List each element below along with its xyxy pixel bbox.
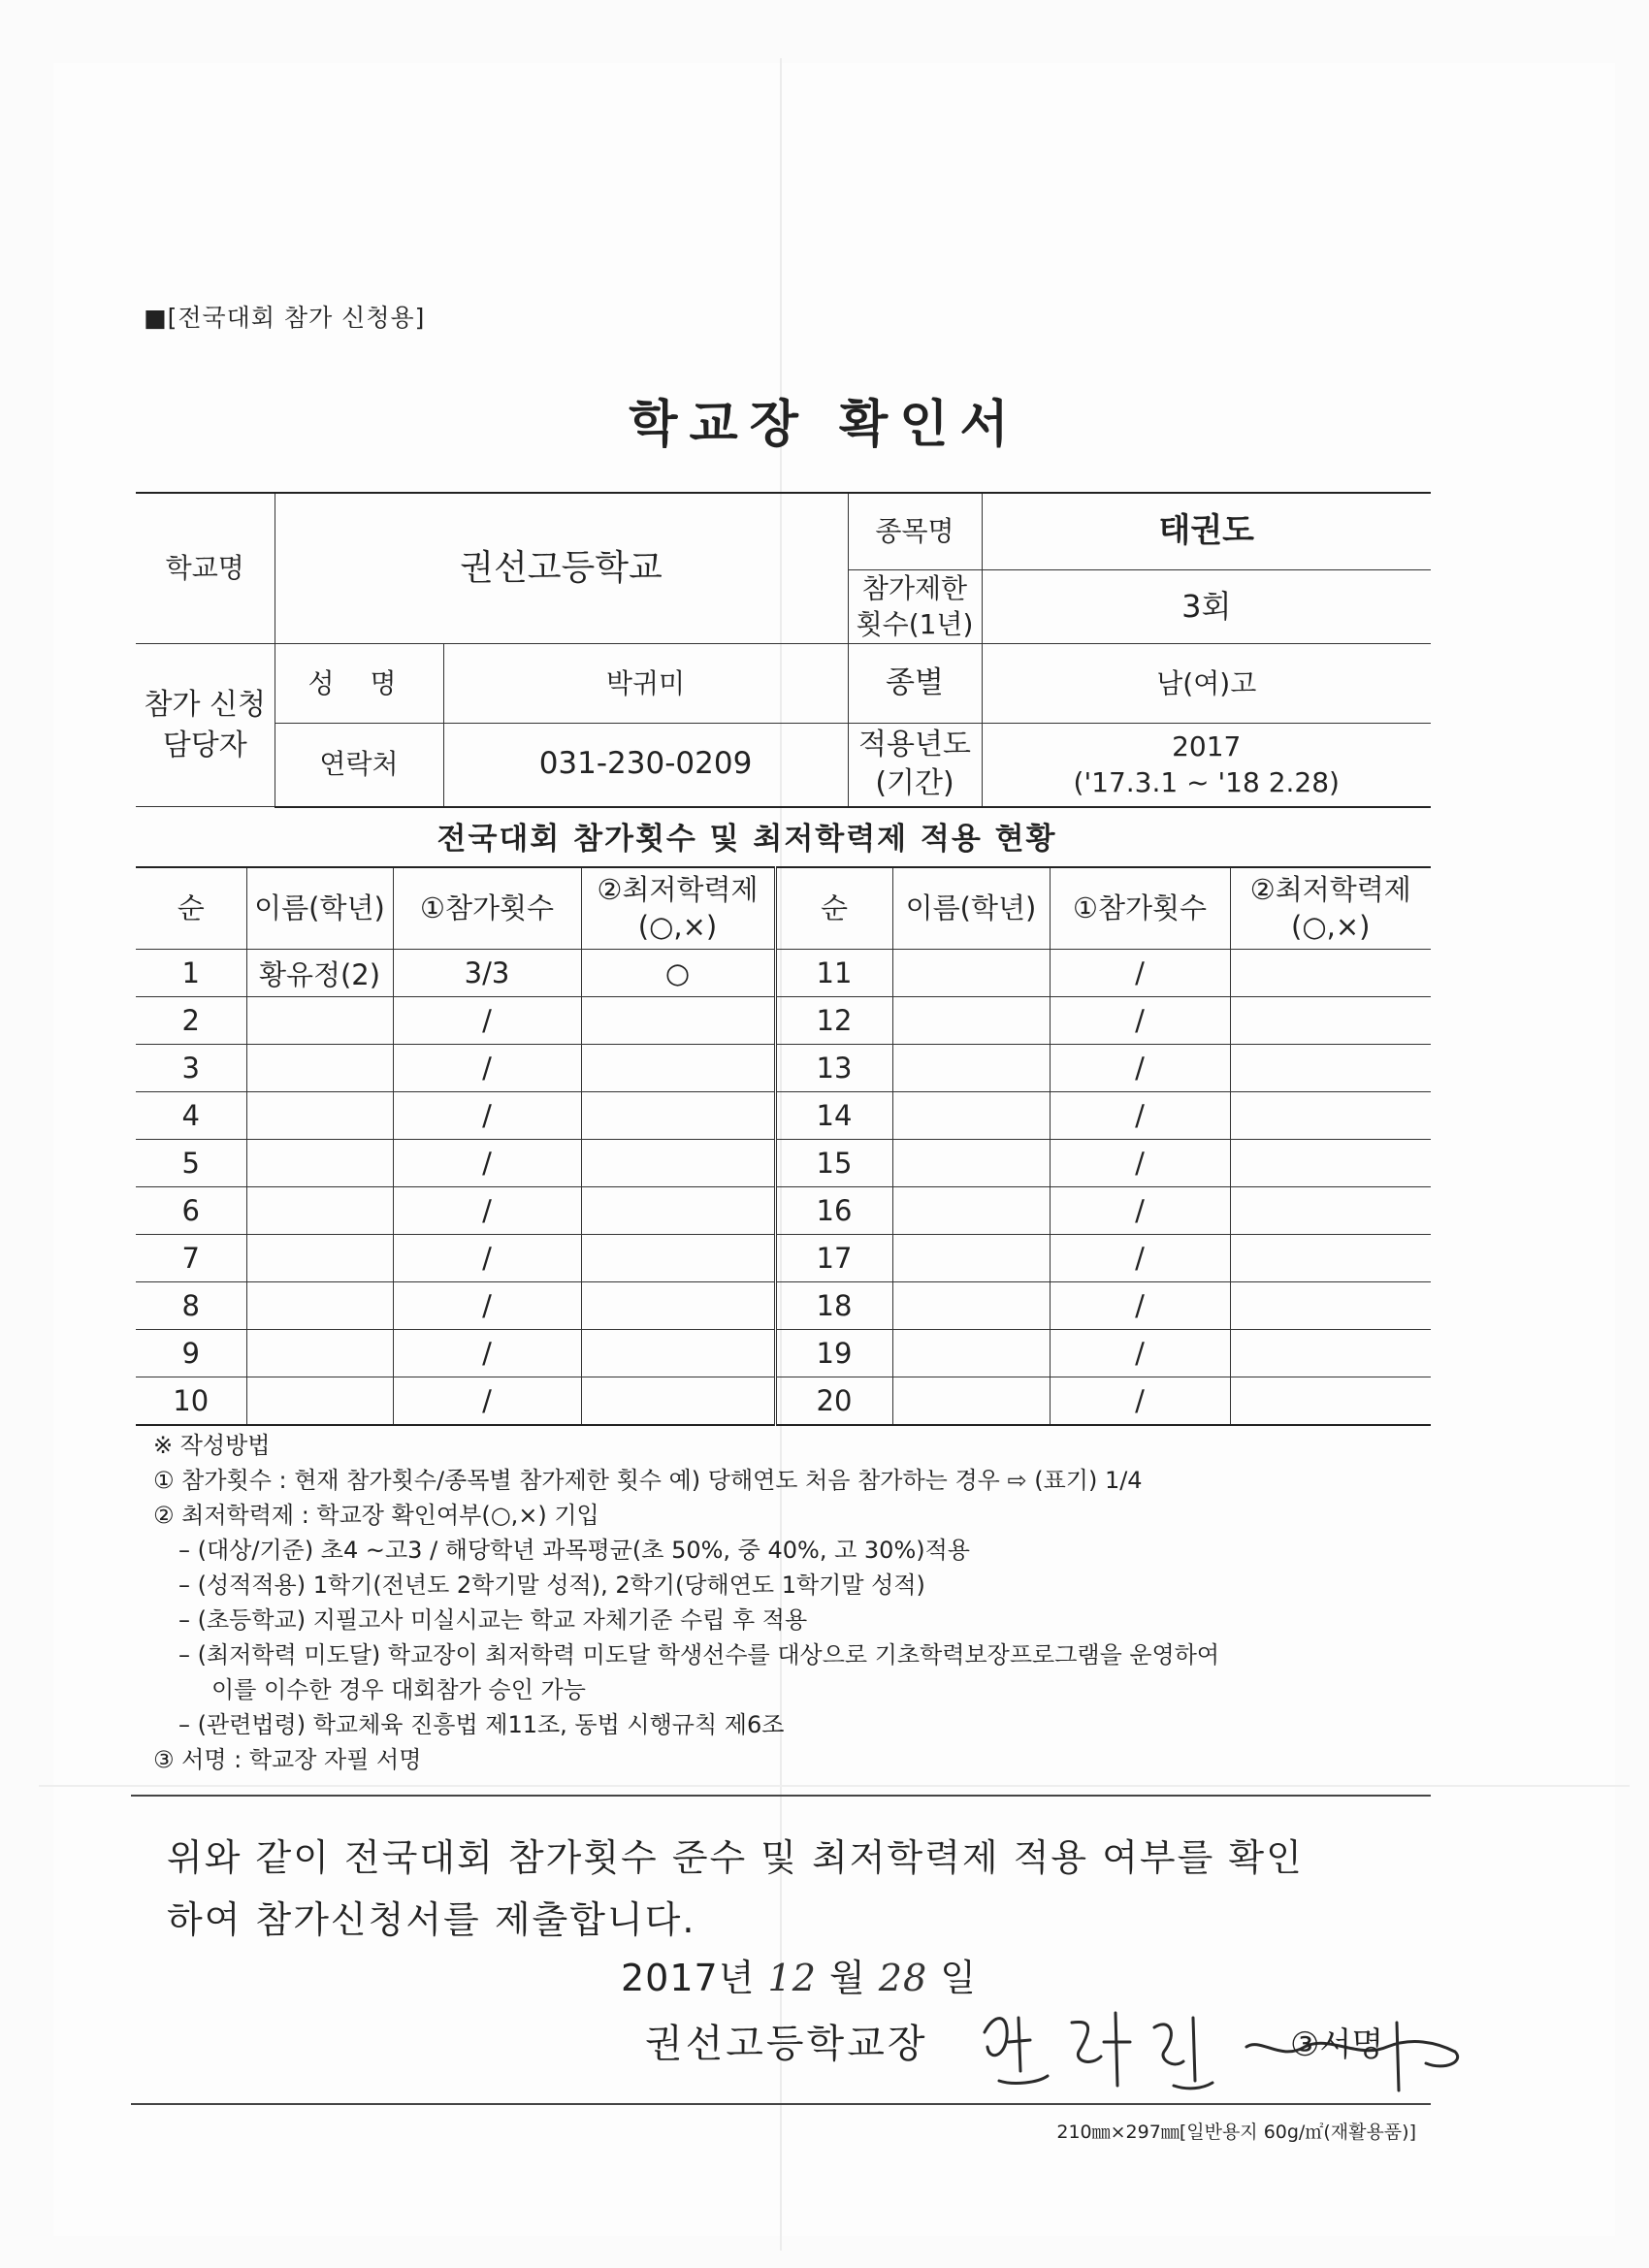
- date-day-unit: 일: [940, 1957, 977, 1999]
- cell-min-academic: [581, 1377, 775, 1426]
- cell-no: 17: [775, 1235, 892, 1282]
- cell-min-academic: ○: [581, 950, 775, 997]
- submission-date: [621, 1948, 977, 2001]
- cell-min-academic: [1230, 1282, 1431, 1330]
- note-2c: – (초등학교) 지필고사 미실시교는 학교 자체기준 수립 후 적용: [178, 1606, 808, 1634]
- cell-count: /: [1050, 950, 1230, 997]
- limit-label: 참가제한 횟수(1년): [848, 569, 982, 644]
- cell-min-academic: [581, 1140, 775, 1187]
- cell-count: /: [393, 1092, 581, 1140]
- cell-no: 9: [136, 1330, 246, 1377]
- cell-count: /: [1050, 1330, 1230, 1377]
- cell-min-academic: [1230, 950, 1431, 997]
- cell-no: 20: [775, 1377, 892, 1426]
- cell-min-academic: [581, 1282, 775, 1330]
- applicant-label: 참가 신청 담당자: [136, 644, 275, 807]
- note-1: ① 참가횟수 : 현재 참가횟수/종목별 참가제한 횟수 예) 당해연도 처음 참가하는 경우 ⇨ (표기) 1/4: [153, 1467, 1143, 1494]
- col-header-count-2: ①참가횟수: [1050, 867, 1230, 950]
- declaration-line-1: 위와 같이 전국대회 참가횟수 준수 및 최저학력제 적용 여부를 확인: [167, 1836, 1304, 1879]
- table-row: [136, 1377, 1431, 1426]
- cell-name: [892, 1092, 1050, 1140]
- cell-count: /: [393, 1140, 581, 1187]
- divider-bottom: [131, 2103, 1431, 2105]
- col-header-count: ①참가횟수: [393, 867, 581, 950]
- form-label: ■[전국대회 참가 신청용]: [144, 304, 426, 332]
- cell-min-academic: [1230, 1045, 1431, 1092]
- cell-min-academic: [581, 1330, 775, 1377]
- cell-count: /: [1050, 1235, 1230, 1282]
- year-cell: [982, 724, 1431, 807]
- table-row: [136, 1045, 1431, 1092]
- contact-label: 연락처: [275, 724, 443, 807]
- cell-count: /: [1050, 1140, 1230, 1187]
- cell-count: /: [1050, 997, 1230, 1045]
- date-month-unit: 월: [828, 1957, 866, 1999]
- table-row: [136, 950, 1431, 997]
- cell-name: [892, 1140, 1050, 1187]
- cell-name: [892, 1282, 1050, 1330]
- cell-name: [892, 1330, 1050, 1377]
- cell-count: 3/3: [393, 950, 581, 997]
- cell-min-academic: [581, 1187, 775, 1235]
- cell-name: [246, 1140, 393, 1187]
- year-label: 적용년도 (기간): [848, 724, 982, 807]
- contact-value: 031-230-0209: [443, 724, 848, 807]
- cell-min-academic: [581, 1235, 775, 1282]
- note-2d-cont: 이를 이수한 경우 대회참가 승인 가능: [211, 1676, 586, 1703]
- cell-name: [892, 950, 1050, 997]
- paper-spec-footer: 210㎜×297㎜[일반용지 60g/㎡(재활용품)]: [1056, 2122, 1416, 2143]
- cell-no: 1: [136, 950, 246, 997]
- name-value: 박귀미: [443, 644, 848, 724]
- limit-value: 3회: [982, 569, 1431, 644]
- cell-min-academic: [1230, 1140, 1431, 1187]
- cell-name: [246, 1045, 393, 1092]
- note-2: ② 최저학력제 : 학교장 확인여부(○,×) 기입: [153, 1502, 599, 1529]
- cell-no: 6: [136, 1187, 246, 1235]
- table-row: [136, 1092, 1431, 1140]
- note-3: ③ 서명 : 학교장 자필 서명: [153, 1746, 422, 1773]
- note-2d: – (최저학력 미도달) 학교장이 최저학력 미도달 학생선수를 대상으로 기초학력보장프로그램을 운영하여: [178, 1641, 1220, 1669]
- cell-name: [246, 1377, 393, 1426]
- cell-count: /: [393, 1235, 581, 1282]
- cell-count: /: [393, 1187, 581, 1235]
- date-month: 12: [767, 1957, 817, 1999]
- cell-no: 15: [775, 1140, 892, 1187]
- cell-no: 18: [775, 1282, 892, 1330]
- cell-no: 11: [775, 950, 892, 997]
- cell-no: 8: [136, 1282, 246, 1330]
- cell-no: 19: [775, 1330, 892, 1377]
- col-header-no: 순: [136, 867, 246, 950]
- notes-heading: ※ 작성방법: [153, 1432, 271, 1459]
- cell-name: [892, 997, 1050, 1045]
- declaration-line-2: 하여 참가신청서를 제출합니다.: [167, 1898, 696, 1941]
- cell-name: [246, 1235, 393, 1282]
- cell-no: 12: [775, 997, 892, 1045]
- school-label: 학교명: [136, 493, 275, 644]
- signature-label: ③서명: [1290, 2025, 1384, 2064]
- cell-name: [892, 1377, 1050, 1426]
- principal-title: 권선고등학교장: [645, 2022, 928, 2066]
- cell-name: [892, 1235, 1050, 1282]
- note-2b: – (성적적용) 1학기(전년도 2학기말 성적), 2학기(당해연도 1학기말 성적): [178, 1571, 925, 1599]
- col-header-min-academic-2: ②최저학력제 (○,×): [1230, 867, 1431, 950]
- document-title: 학교장 확인서: [629, 396, 1020, 454]
- table-row: [136, 997, 1431, 1045]
- event-label: 종목명: [848, 493, 982, 569]
- col-header-name: 이름(학년): [246, 867, 393, 950]
- cell-count: /: [1050, 1377, 1230, 1426]
- cell-no: 10: [136, 1377, 246, 1426]
- name-label: 성 명: [275, 644, 443, 724]
- cell-name: [892, 1045, 1050, 1092]
- declaration: [167, 1827, 1408, 1951]
- cell-no: 7: [136, 1235, 246, 1282]
- note-2a: – (대상/기준) 초4 ~고3 / 해당학년 과목평균(초 50%, 중 40%, 고 30%)적용: [178, 1537, 970, 1564]
- cell-count: /: [393, 1282, 581, 1330]
- cell-no: 14: [775, 1092, 892, 1140]
- cell-name: [246, 997, 393, 1045]
- gender-label: 종별: [848, 644, 982, 724]
- cell-min-academic: [1230, 1377, 1431, 1426]
- cell-name: [246, 1330, 393, 1377]
- cell-no: 5: [136, 1140, 246, 1187]
- cell-count: /: [1050, 1282, 1230, 1330]
- table-row: [136, 1330, 1431, 1377]
- cell-min-academic: [581, 1045, 775, 1092]
- participation-table: [136, 866, 1431, 1426]
- table-row: [136, 1235, 1431, 1282]
- cell-name: [246, 1282, 393, 1330]
- cell-count: /: [393, 1377, 581, 1426]
- table-row: [136, 1187, 1431, 1235]
- cell-count: /: [1050, 1045, 1230, 1092]
- table-row: [136, 1282, 1431, 1330]
- cell-no: 3: [136, 1045, 246, 1092]
- cell-count: /: [393, 997, 581, 1045]
- cell-count: /: [393, 1045, 581, 1092]
- cell-count: /: [1050, 1187, 1230, 1235]
- cell-min-academic: [1230, 1235, 1431, 1282]
- cell-min-academic: [1230, 1092, 1431, 1140]
- cell-count: /: [393, 1330, 581, 1377]
- cell-name: [892, 1187, 1050, 1235]
- fold-crease-horizontal: [39, 1785, 1630, 1787]
- table-subtitle: 전국대회 참가횟수 및 최저학력제 적용 현황: [436, 822, 1057, 857]
- divider-top: [131, 1795, 1431, 1797]
- col-header-min-academic: ②최저학력제 (○,×): [581, 867, 775, 950]
- school-name: 권선고등학교: [275, 493, 848, 644]
- gender-value: 남(여)고: [982, 644, 1431, 724]
- cell-no: 13: [775, 1045, 892, 1092]
- instructions: [153, 1428, 1443, 1777]
- cell-name: [246, 1187, 393, 1235]
- cell-no: 4: [136, 1092, 246, 1140]
- cell-min-academic: [1230, 1187, 1431, 1235]
- table-row: [136, 1140, 1431, 1187]
- cell-min-academic: [1230, 1330, 1431, 1377]
- cell-min-academic: [581, 1092, 775, 1140]
- date-year: 2017년: [621, 1957, 756, 1999]
- header-info-table: [136, 492, 1431, 808]
- cell-no: 2: [136, 997, 246, 1045]
- note-2e: – (관련법령) 학교체육 진흥법 제11조, 동법 시행규칙 제6조: [178, 1711, 785, 1738]
- cell-count: /: [1050, 1092, 1230, 1140]
- event-value: 태권도: [982, 493, 1431, 569]
- col-header-name-2: 이름(학년): [892, 867, 1050, 950]
- cell-name: [246, 1092, 393, 1140]
- cell-name: 황유정(2): [246, 950, 393, 997]
- col-header-no-2: 순: [775, 867, 892, 950]
- cell-min-academic: [581, 997, 775, 1045]
- date-day: 28: [878, 1957, 928, 1999]
- handwritten-signature: [970, 1993, 1474, 2100]
- cell-min-academic: [1230, 997, 1431, 1045]
- cell-no: 16: [775, 1187, 892, 1235]
- year-value: 2017: [1172, 729, 1242, 762]
- period-value: ('17.3.1 ~ '18 2.28): [1073, 766, 1340, 799]
